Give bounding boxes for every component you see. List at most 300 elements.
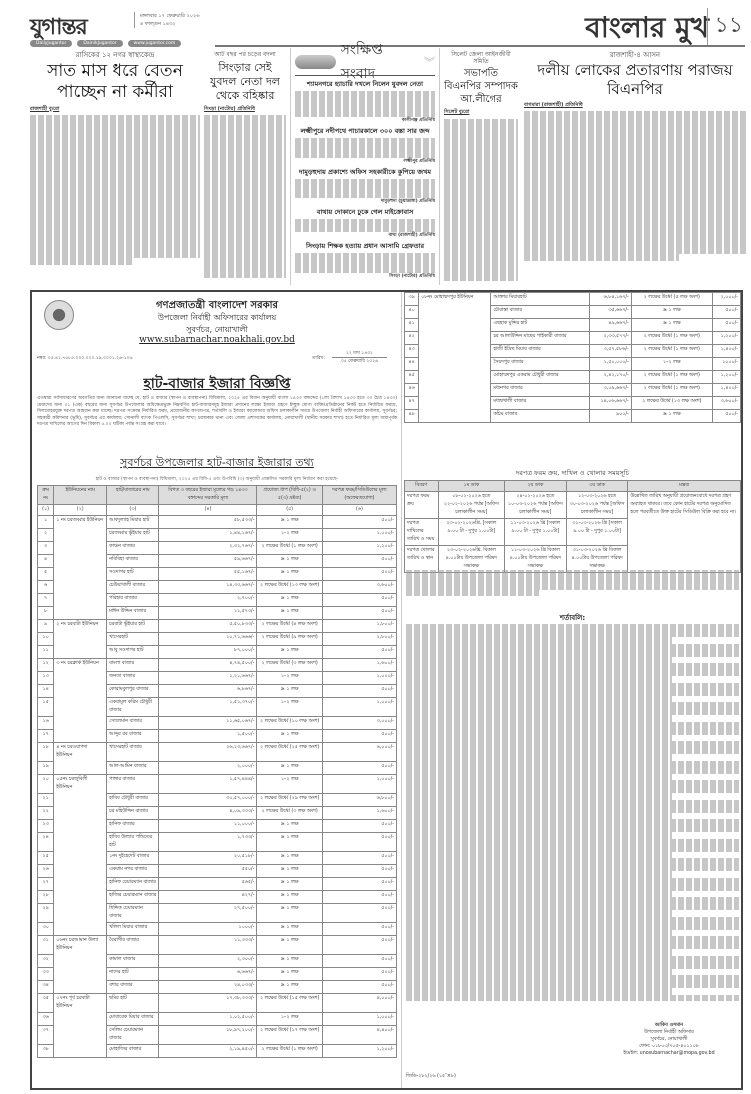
market-name-cell: পরিহার বাজার — [107, 594, 159, 607]
brief-item — [295, 241, 435, 280]
slab-cell: ≥ ১ লক্ষ — [257, 852, 323, 865]
notice-place: সুবর্ণচর, নোয়াখালী — [186, 325, 248, 334]
union-cell — [419, 371, 491, 384]
market-name-cell: কাঞ্চন বাজার — [107, 542, 159, 555]
serial-cell: ৪৩ — [405, 345, 419, 358]
table-row — [38, 516, 397, 529]
union-cell — [54, 865, 107, 878]
price-cell: ৩,০৯,৬৬৭/- — [589, 384, 631, 397]
news-briefs — [290, 41, 440, 285]
union-cell — [54, 891, 107, 904]
slab-cell: ১–২ লক্ষ — [257, 775, 323, 794]
price-cell: ৪,০৯,৩৩৩/- — [159, 807, 257, 820]
union-cell — [54, 529, 107, 542]
market-name-cell: চরবাটা ভূঁইয়ার হাট — [107, 620, 159, 633]
union-cell — [54, 685, 107, 698]
chevron-down-icon: ︾ — [424, 55, 435, 69]
union-cell — [54, 923, 107, 936]
serial-cell: ১৫ — [38, 698, 54, 717]
market-name-cell: নবিবিহা বাজার — [107, 555, 159, 568]
form-fee-cell: ১,০০০/- — [322, 1013, 396, 1026]
form-fee-cell: ৪,০০০/- — [322, 994, 396, 1013]
form-fee-cell: ৫০০/- — [322, 904, 396, 923]
slab-cell: ≥ ১ লক্ষ — [257, 555, 323, 568]
form-fee-cell: ১,২০০/- — [712, 371, 740, 384]
market-name-cell: মোহাম্মদপুর একরাম চৌধুরী বাজার — [491, 371, 590, 384]
price-cell: ২০,৫১৮/- — [159, 852, 257, 865]
price-cell: ১,৪৪,১৬৭/- — [159, 529, 257, 542]
website-link[interactable]: www.jugantor.com — [128, 40, 182, 47]
serial-cell: ৮ — [38, 607, 54, 620]
table-row — [38, 981, 397, 994]
officer-title: উপজেলা নির্বাহী অফিসার — [644, 1030, 694, 1035]
schedule-header-row — [405, 481, 741, 492]
table-row — [405, 319, 741, 332]
form-fee-cell: ১,০০০/- — [322, 775, 396, 794]
story-headline: দলীয় লোকের প্রতারণায় পরাজয় বিএনপির — [537, 60, 733, 98]
union-cell — [54, 542, 107, 555]
union-cell — [54, 594, 107, 607]
table-row — [38, 878, 397, 891]
briefs-title: সংক্ষিপ্ত সংবাদ — [340, 41, 383, 82]
table-row — [38, 904, 397, 923]
union-cell — [54, 820, 107, 833]
union-cell — [54, 555, 107, 568]
table-row — [38, 820, 397, 833]
brief-item — [295, 126, 435, 165]
market-name-cell: চর আলাউদ্দিন মাছের পাইকারী বাজার — [491, 332, 590, 345]
serial-cell: ২৪ — [38, 833, 54, 852]
brief-credit: বাঘা (রাজশাহী) প্রতিনিধি — [388, 233, 435, 238]
slab-cell: ২ লক্ষের উর্ধ্বে (৩ লক্ষ অংশ) — [257, 659, 323, 672]
slab-cell: ১–২ লক্ষ — [257, 698, 323, 717]
serial-cell: ৩৫ — [38, 994, 54, 1013]
column-header: প্রযোজ্য ধাপ (বিধি-৫(২) ও ৫(৩) দ্রষ্টব্য) — [257, 486, 323, 505]
serial-cell: ২৩ — [38, 820, 54, 833]
officer-phone: ফোন: ০১৮০৩/৭০৫-৪০১১০৮ — [639, 1044, 699, 1049]
form-fee-cell: ৫০০/- — [322, 852, 396, 865]
table-row — [38, 730, 397, 743]
notice-intro: এতদ্বারা সর্বসাধারণের অবগতির জন্য জানানো যাচ্ছে যে, হাট ও বাজার (স্থাপন ও ব্যবস্থাপনা) বিধিমালা, ২০২৫ এর বিধান অনুযায়ী বাংলা ১৪৩৩ বঙ্গাব্দের (১লা বৈশাখ ১৪৩৩ হতে ৩০ চৈত্র ১৪৩৩) মেয়াদের জন্য ০১ (এক) বছরের জন্য সুবর্ণচর উপজেলার অধিক্ষেত্রভুক্ত নিম্নবর্ণিত হাট-বাজারসমূহ ইজারা প্রদানের লক্ষ্যে ইজারা গ্রহণে ইচ্ছুক যোগ্য ব্যক্তি/প্রতিষ্ঠানের নিকট হতে নির্ধারিত ফরমে, সিলমোহরযুক্ত দরপত্র আহবান করা যাচ্ছে। দরপত্র সংক্রান্ত নির্ধারিত ফরম, প্রয়োজনীয় কাগজপত্র, শর্তাবলি ও ইজারা ক্যালেন্ডার অফিস চলাকালীন সময়ে উপজেলা নির্বাহী অফিসারের কার্যালয়, সুবর্ণচর; সহকারী কমিশনার (ভূমি), সুবর্ণচর এর কার্যালয়; সোনালী ব্যাংক পিএলসি, সুবর্ণচর শাখা; চরজব্বর থানা এবং জেলা প্রশাসকের কার্যালয়, নোয়াখালী (স্থানীয় সরকার শাখা) হতে নির্ধারিত মূল্য জমাপূর্বক দরপত্র দাখিলের আগের দিন বিকাল ৫.০০ ঘটিকা পর্যন্ত সংগ্রহ করা যাবে। — [37, 396, 397, 428]
table-row — [38, 568, 397, 581]
union-cell — [54, 646, 107, 659]
market-name-cell: চৌরাস্তা বাজার — [491, 306, 590, 319]
form-fee-cell: ৫০০/- — [322, 955, 396, 968]
schedule-cell: ৩১-০৩-২০২৬ খ্রি [সকাল ৯.০০ টা - দুপুর ১.০০টা] — [566, 519, 628, 546]
form-fee-cell: ৫০০/- — [322, 865, 396, 878]
table-row — [405, 293, 741, 306]
form-fee-cell: ২,৮০০/- — [322, 633, 396, 646]
union-cell — [419, 332, 491, 345]
market-name-cell: সওদাগর হাট — [107, 568, 159, 581]
schedule-column-header: ৩য় ডাক — [566, 481, 628, 492]
market-name-cell: কচিম বাজার — [491, 410, 590, 423]
form-fee-cell: ১,০০০/- — [322, 529, 396, 542]
union-cell — [54, 568, 107, 581]
table-row — [38, 955, 397, 968]
notice-date — [332, 350, 387, 365]
slab-cell: ≥ ১ লক্ষ — [257, 904, 323, 923]
brief-headline: বাথায় দোকানে ঢুকে গেল মাইক্রোবাস — [316, 208, 414, 216]
notice-right-column — [404, 292, 741, 1088]
slab-cell: ২ লক্ষের উর্ধ্বে (১৩ লক্ষ অংশ) — [631, 397, 712, 410]
slab-cell: ১–২ লক্ষ — [631, 358, 712, 371]
brief-credit: দামুড়হুদা (চুয়াডাঙ্গা) প্রতিনিধি — [380, 199, 435, 204]
story-salaries — [30, 52, 200, 265]
conditions-list — [406, 624, 739, 1001]
date-bengali: ২২ মাঘ ১৪৩২ — [332, 350, 387, 358]
story-body — [524, 111, 746, 261]
price-cell: ৫,৫০,৮৩৩/- — [159, 620, 257, 633]
notice-website-link[interactable]: www.subarnachar.noakhali.gov.bd — [139, 335, 295, 345]
form-fee-cell: ১,৬০০/- — [322, 807, 396, 820]
slab-cell: ≥ ১ লক্ষ — [257, 891, 323, 904]
union-cell: ২ নং চরবাটা ইউনিয়ন — [54, 620, 107, 633]
market-name-cell: খাসেরহাট বাজার — [107, 743, 159, 762]
serial-cell: ৩৮ — [38, 1045, 54, 1058]
notice-gov: গণপ্রজাতন্ত্রী বাংলাদেশ সরকার — [156, 300, 278, 311]
market-name-cell: একরাম নগর বাজার — [107, 865, 159, 878]
column-number: (৪) — [159, 505, 257, 516]
slab-cell: ≥ ১ লক্ষ — [257, 955, 323, 968]
brief-item — [295, 167, 435, 206]
form-fee-cell: ৫০০/- — [322, 891, 396, 904]
serial-cell: ৩৩ — [38, 968, 54, 981]
schedule-cell: দরপত্র ফরম ক্রয় — [405, 492, 439, 519]
facebook-link[interactable]: DailyJugantor — [30, 40, 72, 47]
market-name-cell: আবু সওদাগর হাট — [107, 646, 159, 659]
form-fee-cell: ১০০০/- — [712, 358, 740, 371]
form-fee-cell: ৫০০/- — [322, 762, 396, 775]
union-cell: ০৮নং মোহাম্মদপুর ইউনিয়ন — [419, 293, 491, 306]
market-name-cell: চেউয়াখালী বাজার — [107, 581, 159, 594]
market-name-cell: খলিল মিয়ার বাজার — [107, 923, 159, 936]
serial-cell: ৫ — [38, 568, 54, 581]
slab-cell: ২ লক্ষের উর্ধ্বে (৯ লক্ষ অংশ) — [257, 633, 323, 646]
schedule-cell: ০৮-০২-২০২৬ হতে ২২-০২-২০২৬ পর্যন্ত [অফিস চলাকালীন সময়] — [438, 492, 504, 519]
table-row — [38, 833, 397, 852]
brief-headline: শ্যামনগরে হ্যাচারি দখলে নিলেন যুবদল নেতা — [307, 80, 423, 88]
market-name-cell: বশার বাজার — [107, 981, 159, 994]
brief-credit: সিংড়া (নাটোর) প্রতিনিধি — [389, 273, 435, 279]
price-cell: ২,৩৩,৫৭৭/- — [589, 332, 631, 345]
price-cell: ২,০০০/- — [159, 762, 257, 775]
table-row — [38, 775, 397, 794]
union-cell — [54, 607, 107, 620]
story-rajshahi — [524, 52, 746, 261]
table-row — [405, 306, 741, 319]
briefs-header — [295, 41, 435, 82]
union-cell — [54, 794, 107, 807]
slab-cell: ≥ ১ লক্ষ — [257, 607, 323, 620]
serial-cell: ২ — [38, 529, 54, 542]
table-row — [38, 581, 397, 594]
column-header: হাট/বাজারের নাম — [107, 486, 159, 505]
table-row — [38, 923, 397, 936]
price-cell: ৯০০/- — [589, 410, 631, 423]
form-fee-cell: ৫০০/- — [322, 516, 396, 529]
market-name-cell: কামাল বাজার — [107, 955, 159, 968]
union-cell — [54, 698, 107, 717]
price-cell: ৩০,৫৭,০০০/- — [159, 794, 257, 807]
form-fee-cell: ১,২০০/- — [712, 332, 740, 345]
serial-cell: ২৫ — [38, 852, 54, 865]
column-number: (১) — [38, 505, 54, 516]
column-header: ক্রম নং — [38, 486, 54, 505]
serial-cell: ৪৪ — [405, 358, 419, 371]
table-row — [405, 332, 741, 345]
market-name-cell: হাবিব চৌধুরী বাজার — [107, 794, 159, 807]
union-cell — [54, 1013, 107, 1026]
price-cell: ১,৭৩৩/- — [159, 833, 257, 852]
market-name-cell: হাবিব উল্যার পন্ডিতের হাট — [107, 833, 159, 852]
serial-cell: ১৯ — [38, 762, 54, 775]
union-cell: ০৭নং পূর্ব চরবাটা ইউনিয়ন — [54, 994, 107, 1013]
serial-cell: ৪১ — [405, 319, 419, 332]
schedule-cell: ১২-০৩-২০২৬ হতে ৩০-০৩-২০২৬ পর্যন্ত [অফিস চলাকালীন সময়] — [566, 492, 628, 519]
form-fee-cell: ১,০০০/- — [322, 698, 396, 717]
union-cell — [54, 833, 107, 852]
slab-cell: ২ লক্ষের উর্ধ্বে (৪ লক্ষ অংশ) — [257, 620, 323, 633]
price-cell: ১,৫৭,৪৪৪/- — [159, 775, 257, 794]
serial-cell: ৯ — [38, 620, 54, 633]
price-cell: ১,৫০০/- — [159, 730, 257, 743]
serial-cell: ২৯ — [38, 904, 54, 923]
serial-cell: ৩৬ — [38, 1013, 54, 1026]
date-bengali: ৪ ফাল্গুন ১৪৩২ — [140, 21, 176, 27]
market-name-cell: এছহাক মুন্সির হাট — [491, 319, 590, 332]
signature-block — [604, 1022, 734, 1057]
union-cell — [419, 319, 491, 332]
form-fee-cell: ৩,৬০০/- — [712, 397, 740, 410]
table-row — [38, 994, 397, 1013]
slab-cell: ≥ ১ লক্ষ — [257, 923, 323, 936]
union-cell: ৪ নং চরওয়াপদা ইউনিয়ন — [54, 743, 107, 762]
form-fee-cell: ৫০০/- — [322, 878, 396, 891]
slab-cell: ২ লক্ষের উর্ধ্বে (১ লক্ষ অংশ) — [631, 345, 712, 358]
table-row — [405, 371, 741, 384]
market-name-cell: সৈয়দপুর বাজার — [491, 358, 590, 371]
serial-cell: ১০ — [38, 633, 54, 646]
slab-cell: ≥ ১ লক্ষ — [257, 685, 323, 698]
slab-cell: ≥ ১ লক্ষ — [257, 936, 323, 955]
form-fee-cell: ৫০০/- — [322, 981, 396, 994]
serial-cell: ৪ — [38, 555, 54, 568]
form-fee-cell: ৫০০/- — [322, 685, 396, 698]
union-cell — [419, 306, 491, 319]
dateline — [134, 12, 199, 28]
dfp-code: জিডি-২৮২/২৬ (১৫″×৮) — [406, 1074, 456, 1079]
table-row — [38, 672, 397, 685]
serial-cell: ১ — [38, 516, 54, 529]
schedule-column-header: বিবরণ — [405, 481, 439, 492]
table-row — [38, 717, 397, 730]
table-header-row — [38, 486, 397, 505]
price-cell: ৫৬৫/- — [159, 878, 257, 891]
newspaper-logo: যুগান্তর — [30, 14, 87, 40]
brief-credit: কালীগঞ্জ প্রতিনিধি — [401, 118, 435, 123]
price-cell: ২,৩০০/- — [159, 955, 257, 968]
form-fee-cell: ৫০০/- — [322, 607, 396, 620]
union-cell — [54, 955, 107, 968]
serial-cell: ৩৯ — [405, 293, 419, 306]
price-cell: ১৪,৩৩,৬৬৭/- — [159, 581, 257, 594]
section-title: বাংলার মুখ — [585, 11, 709, 44]
table-row — [38, 891, 397, 904]
slab-cell: ২ লক্ষের উর্ধ্বে (২৫ লক্ষ অংশ) — [257, 743, 323, 762]
table-row — [38, 555, 397, 568]
form-fee-cell: ৫০০/- — [322, 923, 396, 936]
story-body — [444, 119, 518, 282]
column-header: দরপত্র ফরম/সিডিউলের মূল্য (অফেরতযোগ্য) — [322, 486, 396, 505]
serial-cell: ৪৬ — [405, 384, 419, 397]
serial-cell: ২২ — [38, 807, 54, 820]
market-name-cell: মোহাজির বাজার — [107, 1045, 159, 1058]
union-cell — [419, 345, 491, 358]
union-cell — [54, 1026, 107, 1045]
market-name-cell: সেলিম চেয়ারম্যান বাজার — [107, 1026, 159, 1045]
union-cell: ১ নং চরজব্বার ইউনিয়ন — [54, 516, 107, 529]
slab-cell: ≥ ১ লক্ষ — [257, 968, 323, 981]
slab-cell: ≥ ১ লক্ষ — [257, 820, 323, 833]
table-row — [38, 646, 397, 659]
story-headline: সাত মাস ধরে বেতন পাচ্ছেন না কর্মীরা — [47, 60, 183, 102]
memo-number: নম্বর: ০৫.৪২.৭৫৮৫.০০০.০০০.১৯.০০০১.২৬-১০৬ — [37, 356, 133, 361]
price-cell: ১৭,৩৮,৩৩৩/- — [159, 994, 257, 1013]
pen-icon — [295, 55, 336, 69]
column-number: (২) — [54, 505, 107, 516]
price-cell: ১,৫০,০০০/- — [589, 358, 631, 371]
story-kicker: আট বছর পর চড়ের বদলা — [214, 51, 276, 58]
info-title: সুবর্ণচর উপজেলার হাট-বাজার ইজারার তথ্য — [120, 456, 314, 469]
slab-cell: ≥ ১ লক্ষ — [257, 878, 323, 891]
slab-cell: ≥ ১ লক্ষ — [257, 516, 323, 529]
slab-cell: ১–২ লক্ষ — [257, 529, 323, 542]
price-cell: ১৮,৯৭,২০০/- — [159, 1026, 257, 1045]
serial-cell: ১৪ — [38, 685, 54, 698]
column-header: বিগত ৩ বছরের ইজারা মূল্যের গড় ১৪৩৩ বঙ্গাব্দের সরকারি মূল্য — [159, 486, 257, 505]
date-gregorian: মঙ্গলবার ১৭ ফেব্রুয়ারি ২০২৬ — [140, 13, 200, 19]
slab-cell: ১–২ লক্ষ — [257, 1013, 323, 1026]
form-fee-cell: ১,৪০০/- — [712, 345, 740, 358]
market-name-cell: মোবারেক মিয়ার বাজার — [107, 1013, 159, 1026]
serial-cell: ৪০ — [405, 306, 419, 319]
serial-cell: ১২ — [38, 659, 54, 672]
serial-cell: ৬ — [38, 581, 54, 594]
schedule-cell: ২৩-০২-২০২৬খ্রি. [সকাল ৯.০০ টা - দুপুর ১.০০টা] — [438, 519, 504, 546]
price-cell: ৩৫,৬৬৭/- — [589, 306, 631, 319]
market-name-cell: সোলেমান বাজার — [107, 717, 159, 730]
price-cell: ৩,৫৭,৫৮৬/- — [589, 345, 631, 358]
price-cell: ৬,৮৬৭/- — [159, 685, 257, 698]
notice-office: উপজেলা নির্বাহী অফিসারের কার্যালয় — [157, 313, 277, 322]
facebook-link-2[interactable]: DainikJugantor — [77, 40, 122, 47]
union-cell — [419, 358, 491, 371]
table-row — [38, 620, 397, 633]
table-row — [38, 529, 397, 542]
market-name-cell: মাঈন উদ্দিন বাজার — [107, 607, 159, 620]
price-cell: ২,৭০০/- — [159, 594, 257, 607]
form-fee-cell: ৫০০/- — [322, 820, 396, 833]
table-row — [38, 743, 397, 762]
market-name-cell: হানিফ বাজার — [107, 820, 159, 833]
table-row — [405, 397, 741, 410]
slab-cell: ২ লক্ষের উর্ধ্বে (২৯ লক্ষ অংশ) — [257, 794, 323, 807]
table-row — [38, 1013, 397, 1026]
schedule-explanation — [406, 570, 739, 596]
schedule-cell: ২৪-০২-২০২৬ হতে ১০-০৩-২০২৬ পর্যন্ত [অফিস চলাকালীন সময়] — [504, 492, 566, 519]
market-name-cell: একরামুল করিম চৌধুরী বাজার — [107, 698, 159, 717]
form-fee-cell: ১,২০০/- — [322, 542, 396, 555]
market-name-cell: ছিদ্দিক চেয়ারম্যান বাজার — [107, 904, 159, 923]
slab-cell: ২ লক্ষের উর্ধ্বে (১৭ লক্ষ অংশ) — [257, 1026, 323, 1045]
market-name-cell: চর মহিউদ্দিন বাজার — [107, 807, 159, 820]
officer-email-link[interactable]: ইমেইল: unosubarnachar@mopa.gov.bd — [623, 1051, 715, 1056]
serial-cell: ৪৭ — [405, 397, 419, 410]
slab-cell: ≥ ১ লক্ষ — [257, 646, 323, 659]
column-number: (৫) — [257, 505, 323, 516]
market-name-cell: জনতা বাজার — [107, 672, 159, 685]
price-cell: ১,৫১,৩৭০/- — [159, 698, 257, 717]
market-name-cell: হাজী ইদ্রিছ মিয়ার বাজার — [491, 345, 590, 358]
price-cell: ৫৮,৫৩৩/- — [159, 516, 257, 529]
story-kicker: রাজশাহী-৪ আসন — [609, 51, 661, 59]
table-row — [38, 865, 397, 878]
market-name-cell: মধ্যম্বখালী বাজার — [491, 397, 590, 410]
market-name-cell: হাজির চেয়ারম্যান বাজার — [107, 891, 159, 904]
serial-cell: ৩ — [38, 542, 54, 555]
schedule-title: দরপত্র ফরম ক্রয়, দাখিল ও খোলার সময়সূচি — [515, 469, 630, 477]
slab-cell: ২ লক্ষের উর্ধ্বে (১ লক্ষ অংশ) — [631, 332, 712, 345]
date-label: তারিখ: — [312, 356, 325, 361]
union-cell — [54, 762, 107, 775]
serial-cell: ১৬ — [38, 717, 54, 730]
slab-cell: ≥ ১ লক্ষ — [257, 833, 323, 852]
form-fee-cell: ৩,০০০/- — [322, 717, 396, 730]
price-cell: ৫৫০/- — [159, 865, 257, 878]
table-colnum-row — [38, 505, 397, 516]
slab-cell: ২ লক্ষের উর্ধ্বে (১ লক্ষ অংশ) — [631, 371, 712, 384]
story-sylhet-bar — [444, 52, 518, 281]
price-cell: ৬,৬৬৭/- — [159, 968, 257, 981]
form-fee-cell: ৬,০০০/- — [322, 743, 396, 762]
form-fee-cell: ৪,৪০০/- — [322, 1026, 396, 1045]
price-cell: ২,৪২,১৭০/- — [589, 371, 631, 384]
schedule-column-header: ২য় ডাক — [504, 481, 566, 492]
serial-cell: ৩১ — [38, 936, 54, 955]
union-cell: ০৬নং চরআমান উল্যা ইউনিয়ন — [54, 936, 107, 955]
slab-cell: ≥ ১ লক্ষ — [257, 568, 323, 581]
table-row — [38, 698, 397, 717]
price-cell: ২৬,২৩,৬৬৭/- — [159, 743, 257, 762]
table-row — [38, 594, 397, 607]
schedule-column-header: ১ম ডাক — [438, 481, 504, 492]
union-cell — [54, 904, 107, 923]
market-name-cell: আল-আমিন বাজার — [107, 762, 159, 775]
form-fee-cell: ১,০০০/- — [322, 672, 396, 685]
story-body — [30, 115, 200, 265]
price-cell: ৮৭,০০০/- — [159, 646, 257, 659]
slab-cell: ২ লক্ষের উর্ধ্বে (১ লক্ষ অংশ) — [257, 1045, 323, 1058]
serial-cell: ১৮ — [38, 743, 54, 762]
market-name-cell: ১নং দুইহেদেট বাজার — [107, 852, 159, 865]
notice-title: হাট-বাজার ইজারা বিজ্ঞপ্তি — [143, 376, 291, 392]
brief-credit: লক্ষ্মীপুর প্রতিনিধি — [403, 158, 435, 164]
union-cell — [54, 807, 107, 820]
form-fee-cell: ১,৪০০/- — [712, 384, 740, 397]
serial-cell: ৪২ — [405, 332, 419, 345]
union-cell — [54, 581, 107, 594]
